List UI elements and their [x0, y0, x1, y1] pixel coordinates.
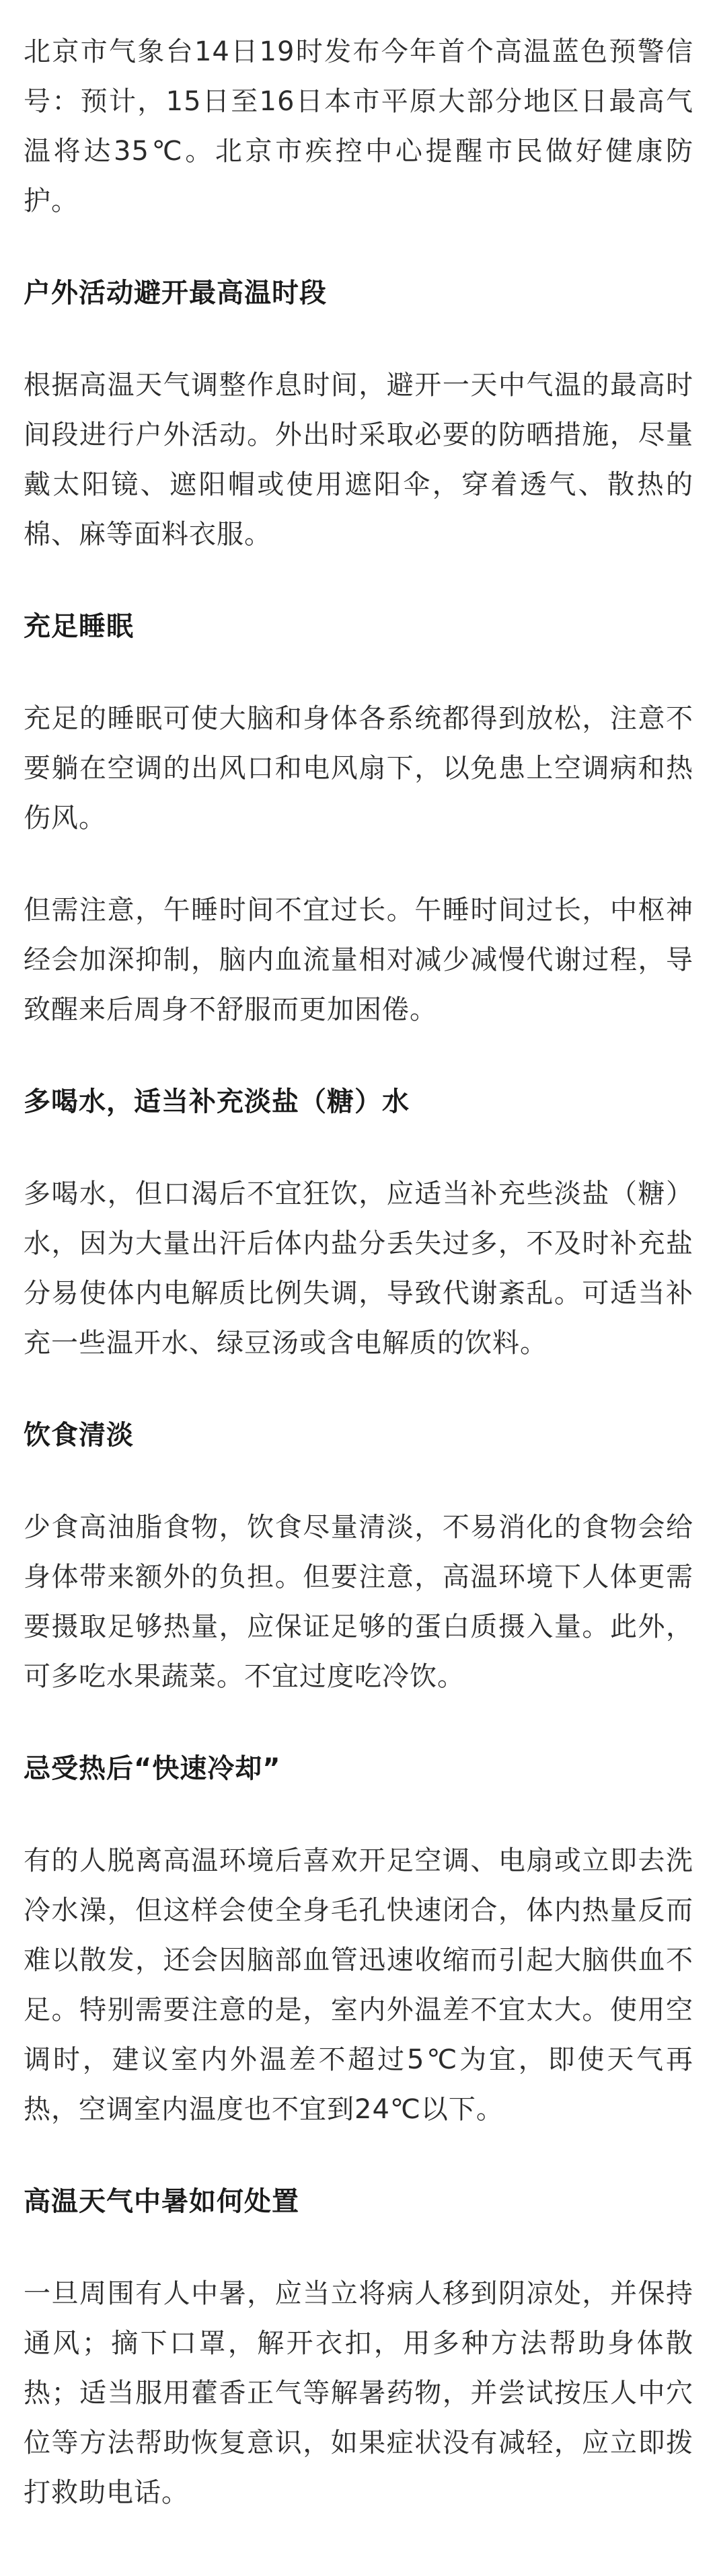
paragraph-sleep-2: 但需注意，午睡时间不宜过长。午睡时间过长，中枢神经会加深抑制，脑内血流量相对减少减慢代谢过程，导致醒来后周身不舒服而更加困倦。: [24, 895, 693, 1025]
section-heading-outdoor: 户外活动避开最高温时段: [24, 278, 327, 309]
intro-paragraph: 北京市气象台14日19时发布今年首个高温蓝色预警信号：预计，15日至16日本市平原大部分地区日最高气温将达35℃。北京市疾控中心提醒市民做好健康防护。: [24, 36, 693, 216]
section-heading-water: 多喝水，适当补充淡盐（糖）水: [24, 1086, 410, 1117]
paragraph-diet: 少食高油脂食物，饮食尽量清淡，不易消化的食物会给身体带来额外的负担。但要注意，高温环境下人体更需要摄取足够热量，应保证足够的蛋白质摄入量。此外，可多吃水果蔬菜。不宜过度吃冷饮。: [24, 1512, 693, 1692]
paragraph-water: 多喝水，但口渴后不宜狂饮，应适当补充些淡盐（糖）水，因为大量出汗后体内盐分丢失过多，不及时补充盐分易使体内电解质比例失调，导致代谢紊乱。可适当补充一些温开水、绿豆汤或含电解质的饮料。: [24, 1178, 693, 1359]
paragraph-cooling: 有的人脱离高温环境后喜欢开足空调、电扇或立即去洗冷水澡，但这样会使全身毛孔快速闭合，体内热量反而难以散发，还会因脑部血管迅速收缩而引起大脑供血不足。特别需要注意的是，室内外温差不宜太大。使用空调时，建议室内外温差不超过5℃为宜，即使天气再热，空调室内温度也不宜到24℃以下。: [24, 1845, 693, 2125]
section-heading-diet: 饮食清淡: [24, 1420, 134, 1451]
paragraph-outdoor: 根据高温天气调整作息时间，避开一天中气温的最高时间段进行户外活动。外出时采取必要的防晒措施，尽量戴太阳镜、遮阳帽或使用遮阳伞，穿着透气、散热的棉、麻等面料衣服。: [24, 370, 693, 550]
section-heading-cooling: 忌受热后“快速冷却”: [24, 1753, 281, 1784]
paragraph-heatstroke: 一旦周围有人中暑，应当立将病人移到阴凉处，并保持通风；摘下口罩，解开衣扣，用多种方法帮助身体散热；适当服用藿香正气等解暑药物，并尝试按压人中穴位等方法帮助恢复意识，如果症状没有减轻，应立即拨打救助电话。: [24, 2278, 693, 2508]
paragraph-sleep-1: 充足的睡眠可使大脑和身体各系统都得到放松，注意不要躺在空调的出风口和电风扇下，以免患上空调病和热伤风。: [24, 703, 693, 834]
section-heading-heatstroke: 高温天气中暑如何处置: [24, 2186, 299, 2217]
section-heading-sleep: 充足睡眠: [24, 611, 134, 642]
